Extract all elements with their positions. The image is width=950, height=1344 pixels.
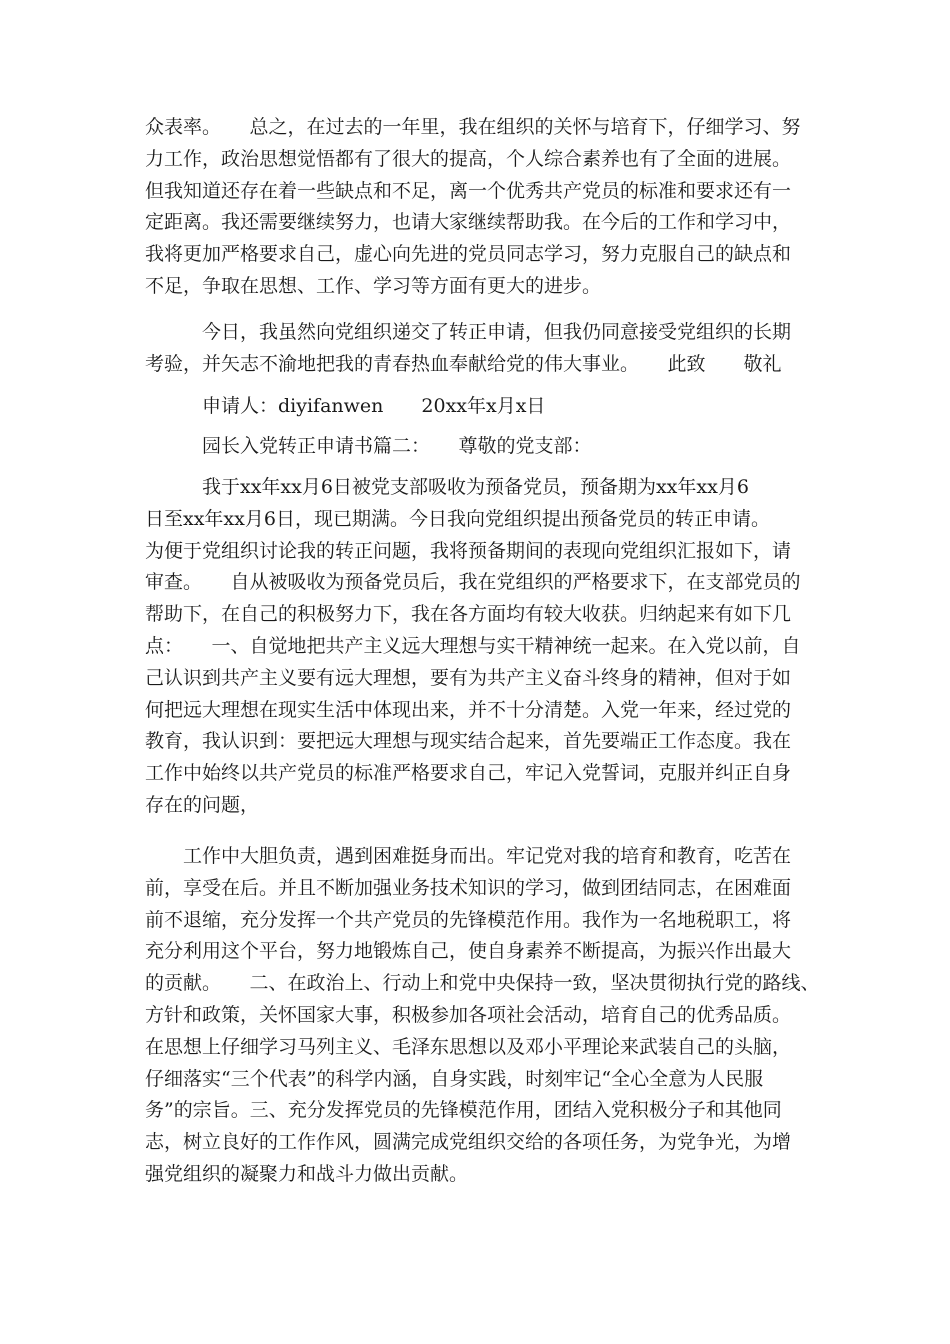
text-line: 务”的宗旨。三、充分发挥党员的先锋模范作用，团结入党积极分子和其他同 <box>145 1099 782 1122</box>
text-line: 定距离。我还需要继续努力，也请大家继续帮助我。在今后的工作和学习中， <box>145 211 792 234</box>
text-line: 工作中大胆负责，遇到困难挺身而出。牢记党对我的培育和教育，吃苦在 <box>145 845 792 867</box>
text-line: 但我知道还存在着一些缺点和不足，离一个优秀共产党员的标准和要求还有一 <box>145 179 792 202</box>
text-line: 前，享受在后。并且不断加强业务技术知识的学习，做到团结同志，在困难面 <box>145 876 792 899</box>
paragraph-block-4 <box>145 841 825 1191</box>
text-line: 志，树立良好的工作作风，圆满完成党组织交给的各项任务，为党争光，为增 <box>145 1131 792 1154</box>
text-line: 我于xx年xx月6日被党支部吸收为预备党员，预备期为xx年xx月6 <box>145 476 749 498</box>
text-line: 强党组织的凝聚力和战斗力做出贡献。 <box>145 1162 469 1185</box>
text-line: 前不退缩，充分发挥一个共产党员的先锋模范作用。我作为一名地税职工，将 <box>145 908 792 931</box>
text-line: 教育，我认识到：要把远大理想与现实结合起来，首先要端正工作态度。我在 <box>145 730 792 753</box>
paragraph-block-2 <box>145 317 825 381</box>
text-line: 为便于党组织讨论我的转正问题，我将预备期间的表现向党组织汇报如下，请 <box>145 539 792 562</box>
text-line: 己认识到共产主义要有远大理想，要有为共产主义奋斗终身的精神，但对于如 <box>145 666 792 689</box>
text-line: 工作中始终以共产党员的标准严格要求自己，牢记入党誓词，克服并纠正自身 <box>145 762 792 785</box>
paragraph-block-3 <box>145 472 825 822</box>
section-heading-2 <box>145 431 825 463</box>
text-line: 何把远大理想在现实生活中体现出来，并不十分清楚。入党一年来，经过党的 <box>145 698 792 721</box>
text-line: 众表率。 总之，在过去的一年里，我在组织的关怀与培育下，仔细学习、努 <box>145 116 801 138</box>
text-line: 充分利用这个平台，努力地锻炼自己，使自身素养不断提高，为振兴作出最大 <box>145 940 792 963</box>
text-line: 方针和政策，关怀国家大事，积极参加各项社会活动，培育自己的优秀品质。 <box>145 1003 792 1026</box>
paragraph-block-1 <box>145 112 825 303</box>
text-line: 力工作，政治思想觉悟都有了很大的提高，个人综合素养也有了全面的进展。 <box>145 147 792 170</box>
text-line: 不足，争取在思想、工作、学习等方面有更大的进步。 <box>145 274 602 297</box>
text-line: 存在的问题， <box>145 793 260 816</box>
text-line: 点： 一、自觉地把共产主义远大理想与实干精神统一起来。在入党以前，自 <box>145 634 801 657</box>
signature-line <box>145 391 825 423</box>
text-line: 审查。 自从被吸收为预备党员后，我在党组织的严格要求下，在支部党员的 <box>145 571 801 594</box>
text-line: 日至xx年xx月6日，现已期满。今日我向党组织提出预备党员的转正申请。 <box>145 507 770 530</box>
text-line: 在思想上仔细学习马列主义、毛泽东思想以及邓小平理论来武装自己的头脑， <box>145 1035 792 1058</box>
text-line: 帮助下，在自己的积极努力下，我在各方面均有较大收获。归纳起来有如下几 <box>145 603 792 626</box>
text-line: 的贡献。 二、在政治上、行动上和党中央保持一致，坚决贯彻执行党的路线、 <box>145 972 820 995</box>
text-line: 考验，并矢志不渝地把我的青春热血奉献给党的伟大事业。 此致 敬礼 <box>145 352 782 375</box>
text-line: 我将更加严格要求自己，虚心向先进的党员同志学习，努力克服自己的缺点和 <box>145 243 792 266</box>
text-line: 仔细落实“三个代表”的科学内涵，自身实践，时刻牢记“全心全意为人民服 <box>145 1067 764 1090</box>
signature-text: 申请人：diyifanwen 20xx年x月x日 <box>145 395 546 417</box>
heading-text: 园长入党转正申请书篇二： 尊敬的党支部： <box>145 435 592 457</box>
text-line: 今日，我虽然向党组织递交了转正申请，但我仍同意接受党组织的长期 <box>145 321 792 343</box>
